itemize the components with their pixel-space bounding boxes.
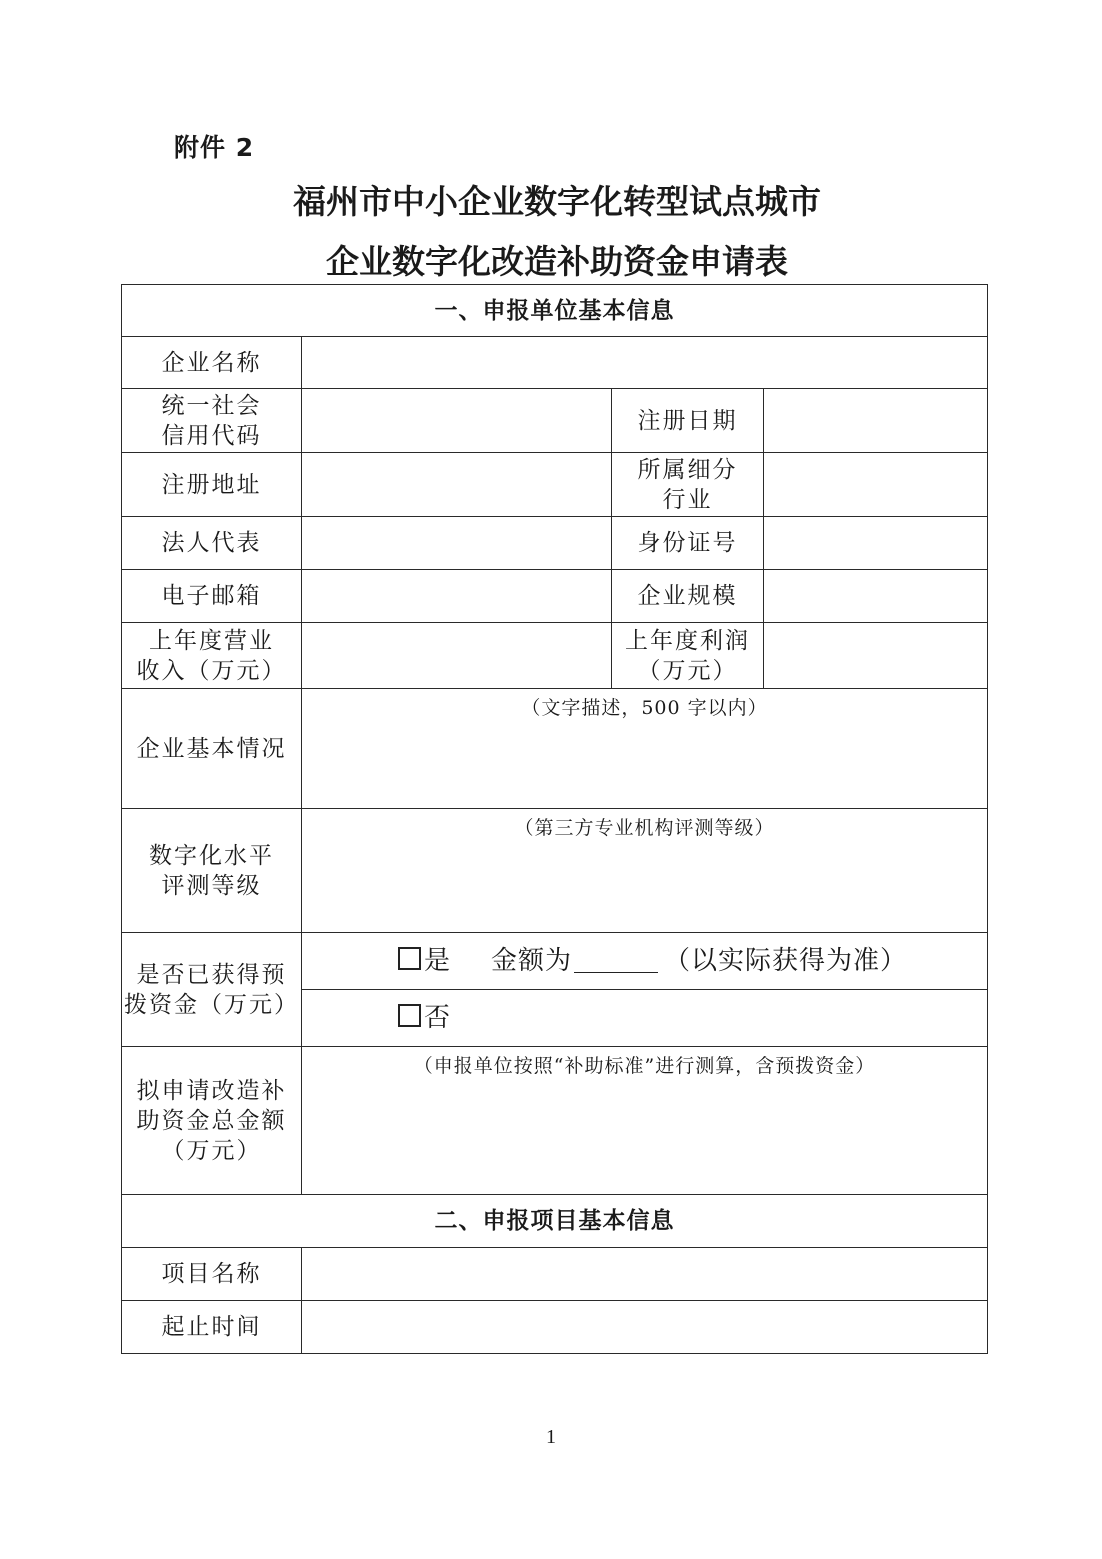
basic-info-label: 企业基本情况 — [122, 689, 302, 809]
digital-level-hint: （第三方专业机构评测等级） — [514, 817, 775, 839]
company-scale-field[interactable] — [764, 570, 988, 623]
total-amount-field[interactable] — [302, 1047, 988, 1195]
basic-info-hint: （文字描述，500 字以内） — [521, 697, 768, 719]
revenue-field[interactable] — [302, 623, 612, 689]
digital-level-label: 数字化水平 评测等级 — [122, 809, 302, 933]
basic-info-field[interactable] — [302, 689, 988, 809]
registration-date-label: 注册日期 — [612, 389, 764, 453]
email-field[interactable] — [302, 570, 612, 623]
credit-code-field[interactable] — [302, 389, 612, 453]
application-form-table — [121, 284, 987, 1354]
checkbox-yes[interactable] — [398, 947, 421, 970]
page-number: 1 — [546, 1426, 556, 1448]
prefund-label: 是否已获得预 拨资金（万元） — [122, 933, 302, 1047]
digital-level-field[interactable] — [302, 809, 988, 933]
id-number-label: 身份证号 — [612, 517, 764, 570]
document-title-line2: 企业数字化改造补助资金申请表 — [326, 242, 788, 281]
registered-address-label: 注册地址 — [122, 453, 302, 517]
id-number-field[interactable] — [764, 517, 988, 570]
section-header-project: 二、申报项目基本信息 — [122, 1195, 988, 1248]
document-title-line1: 福州市中小企业数字化转型试点城市 — [293, 182, 821, 221]
checkbox-no[interactable] — [398, 1004, 421, 1027]
industry-label: 所属细分 行业 — [612, 453, 764, 517]
email-label: 电子邮箱 — [122, 570, 302, 623]
section-header-company: 一、申报单位基本信息 — [122, 285, 988, 337]
company-scale-label: 企业规模 — [612, 570, 764, 623]
attachment-label: 附件 2 — [174, 133, 255, 162]
legal-representative-field[interactable] — [302, 517, 612, 570]
prefund-yes-option[interactable]: 是 金额为 （以实际获得为准） — [302, 933, 988, 990]
project-name-field[interactable] — [302, 1248, 988, 1301]
company-name-label: 企业名称 — [122, 337, 302, 389]
credit-code-label: 统一社会 信用代码 — [122, 389, 302, 453]
revenue-label: 上年度营业 收入（万元） — [122, 623, 302, 689]
total-amount-label: 拟申请改造补 助资金总金额 （万元） — [122, 1047, 302, 1195]
company-name-field[interactable] — [302, 337, 988, 389]
project-name-label: 项目名称 — [122, 1248, 302, 1301]
legal-representative-label: 法人代表 — [122, 517, 302, 570]
amount-blank-field[interactable] — [574, 950, 658, 973]
period-label: 起止时间 — [122, 1301, 302, 1354]
prefund-no-option[interactable]: 否 — [302, 990, 988, 1047]
total-amount-hint: （申报单位按照“补助标准”进行测算，含预拨资金） — [413, 1055, 876, 1077]
registered-address-field[interactable] — [302, 453, 612, 517]
profit-field[interactable] — [764, 623, 988, 689]
industry-field[interactable] — [764, 453, 988, 517]
profit-label: 上年度利润 （万元） — [612, 623, 764, 689]
period-field[interactable] — [302, 1301, 988, 1354]
registration-date-field[interactable] — [764, 389, 988, 453]
